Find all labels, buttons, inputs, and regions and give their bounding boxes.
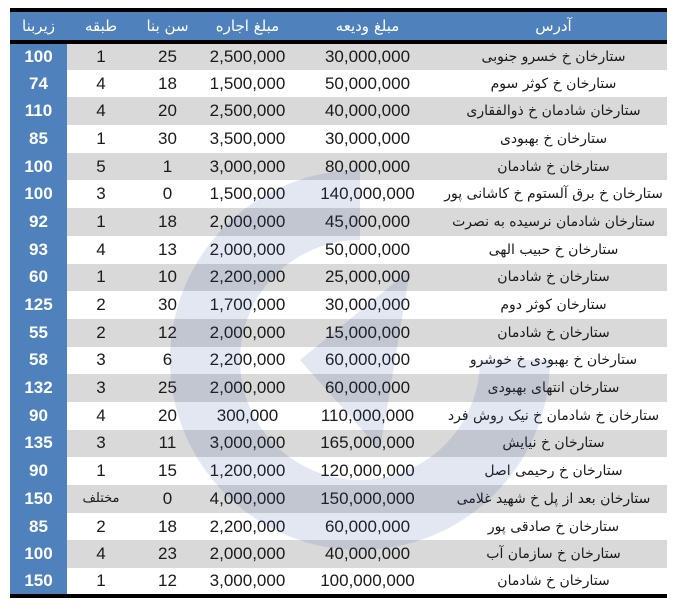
cell-rent: 3,500,000 (200, 125, 295, 153)
cell-rent: 2,000,000 (200, 319, 295, 347)
cell-age: 20 (135, 97, 200, 125)
cell-floor: 4 (67, 70, 135, 98)
cell-address: ستارخان خ بهبودی (440, 125, 667, 153)
table-row (10, 97, 667, 125)
header-address: آدرس (440, 10, 667, 42)
cell-area: 100 (10, 42, 67, 70)
cell-age: 18 (135, 513, 200, 541)
table-row (10, 153, 667, 181)
cell-deposit: 45,000,000 (295, 208, 440, 236)
cell-rent: 2,200,000 (200, 264, 295, 292)
table-row (10, 70, 667, 98)
cell-address: ستارخان خ حبیب الهی (440, 236, 667, 264)
cell-area: 132 (10, 374, 67, 402)
cell-area: 93 (10, 236, 67, 264)
cell-floor: 2 (67, 291, 135, 319)
cell-area: 100 (10, 540, 67, 568)
cell-address: ستارخان انتهای بهبودی (440, 374, 667, 402)
cell-area: 60 (10, 264, 67, 292)
cell-rent: 1,700,000 (200, 291, 295, 319)
cell-rent: 2,200,000 (200, 513, 295, 541)
table-row (10, 208, 667, 236)
cell-deposit: 50,000,000 (295, 236, 440, 264)
table-row (10, 402, 667, 430)
table-row (10, 457, 667, 485)
cell-age: 20 (135, 402, 200, 430)
cell-area: 85 (10, 125, 67, 153)
cell-address: ستارخان خ شادمان (440, 264, 667, 292)
cell-floor: 1 (67, 457, 135, 485)
cell-rent: 2,000,000 (200, 208, 295, 236)
table-header-row (10, 10, 667, 42)
cell-area: 150 (10, 485, 67, 513)
cell-deposit: 50,000,000 (295, 70, 440, 98)
cell-rent: 2,000,000 (200, 540, 295, 568)
cell-age: 12 (135, 568, 200, 596)
cell-rent: 3,000,000 (200, 430, 295, 458)
table-row (10, 319, 667, 347)
cell-deposit: 30,000,000 (295, 42, 440, 70)
cell-deposit: 40,000,000 (295, 97, 440, 125)
cell-age: 25 (135, 42, 200, 70)
table-row (10, 374, 667, 402)
cell-deposit: 140,000,000 (295, 180, 440, 208)
cell-age: 11 (135, 430, 200, 458)
cell-area: 150 (10, 568, 67, 596)
cell-address: ستارخان خ شادمان (440, 319, 667, 347)
cell-address: ستارخان خ کوثر سوم (440, 70, 667, 98)
table-row (10, 347, 667, 375)
table-row (10, 180, 667, 208)
cell-area: 92 (10, 208, 67, 236)
cell-floor: 4 (67, 402, 135, 430)
cell-age: 1 (135, 153, 200, 181)
cell-floor: 1 (67, 208, 135, 236)
cell-deposit: 60,000,000 (295, 513, 440, 541)
header-deposit: مبلغ ودیعه (295, 10, 440, 42)
cell-deposit: 150,000,000 (295, 485, 440, 513)
cell-rent: 3,000,000 (200, 568, 295, 596)
cell-address: ستارخان خ شادمان (440, 568, 667, 596)
cell-age: 25 (135, 374, 200, 402)
cell-deposit: 30,000,000 (295, 291, 440, 319)
cell-rent: 2,500,000 (200, 42, 295, 70)
cell-address: ستارخان کوثر دوم (440, 291, 667, 319)
cell-deposit: 40,000,000 (295, 540, 440, 568)
cell-age: 30 (135, 125, 200, 153)
cell-address: ستارخان خ خسرو جنوبی (440, 42, 667, 70)
cell-deposit: 15,000,000 (295, 319, 440, 347)
cell-floor: 3 (67, 347, 135, 375)
cell-age: 10 (135, 264, 200, 292)
cell-address: ستارخان شادمان خ ذوالفقاری (440, 97, 667, 125)
cell-rent: 2,200,000 (200, 347, 295, 375)
rental-listings-table (10, 8, 667, 598)
cell-deposit: 165,000,000 (295, 430, 440, 458)
cell-area: 135 (10, 430, 67, 458)
table-row (10, 485, 667, 513)
cell-age: 15 (135, 457, 200, 485)
table-row (10, 291, 667, 319)
cell-rent: 1,500,000 (200, 180, 295, 208)
cell-deposit: 25,000,000 (295, 264, 440, 292)
cell-address: ستارخان شادمان نرسیده به نصرت (440, 208, 667, 236)
cell-area: 85 (10, 513, 67, 541)
cell-area: 90 (10, 402, 67, 430)
cell-floor: 5 (67, 153, 135, 181)
cell-area: 55 (10, 319, 67, 347)
cell-age: 0 (135, 485, 200, 513)
cell-area: 125 (10, 291, 67, 319)
cell-rent: 2,000,000 (200, 236, 295, 264)
cell-rent: 3,000,000 (200, 153, 295, 181)
cell-floor: 1 (67, 125, 135, 153)
table-row (10, 42, 667, 70)
table-row (10, 430, 667, 458)
cell-floor: 1 (67, 42, 135, 70)
cell-age: 6 (135, 347, 200, 375)
cell-deposit: 100,000,000 (295, 568, 440, 596)
cell-age: 18 (135, 208, 200, 236)
cell-rent: 2,500,000 (200, 97, 295, 125)
cell-floor: 2 (67, 513, 135, 541)
cell-age: 18 (135, 70, 200, 98)
cell-area: 110 (10, 97, 67, 125)
cell-address: ستارخان خ نیایش (440, 430, 667, 458)
cell-age: 13 (135, 236, 200, 264)
cell-rent: 300,000 (200, 402, 295, 430)
cell-address: ستارخان خ سازمان آب (440, 540, 667, 568)
cell-area: 100 (10, 153, 67, 181)
cell-age: 12 (135, 319, 200, 347)
cell-address: ستارخان خ رحیمی اصل (440, 457, 667, 485)
cell-floor: 3 (67, 180, 135, 208)
table-row (10, 236, 667, 264)
table-row (10, 540, 667, 568)
cell-deposit: 110,000,000 (295, 402, 440, 430)
cell-rent: 1,500,000 (200, 70, 295, 98)
cell-area: 74 (10, 70, 67, 98)
cell-floor: 4 (67, 236, 135, 264)
cell-floor: مختلف (67, 485, 135, 513)
cell-area: 58 (10, 347, 67, 375)
cell-floor: 2 (67, 319, 135, 347)
cell-floor: 1 (67, 568, 135, 596)
table-row (10, 264, 667, 292)
cell-address: ستارخان خ شادمان خ نیک روش فرد (440, 402, 667, 430)
cell-address: ستارخان بعد از پل خ شهید غلامی (440, 485, 667, 513)
cell-floor: 4 (67, 540, 135, 568)
table-row (10, 568, 667, 596)
cell-deposit: 30,000,000 (295, 125, 440, 153)
cell-rent: 2,000,000 (200, 374, 295, 402)
cell-deposit: 60,000,000 (295, 347, 440, 375)
cell-deposit: 120,000,000 (295, 457, 440, 485)
cell-address: ستارخان خ بهبودی خ خوشرو (440, 347, 667, 375)
cell-age: 0 (135, 180, 200, 208)
cell-age: 30 (135, 291, 200, 319)
header-age: سن بنا (135, 10, 200, 42)
cell-deposit: 80,000,000 (295, 153, 440, 181)
cell-rent: 4,000,000 (200, 485, 295, 513)
cell-address: ستارخان خ شادمان (440, 153, 667, 181)
cell-address: ستارخان خ برق آلستوم خ کاشانی پور (440, 180, 667, 208)
cell-address: ستارخان خ صادقی پور (440, 513, 667, 541)
header-rent: مبلغ اجاره (200, 10, 295, 42)
cell-age: 23 (135, 540, 200, 568)
cell-area: 90 (10, 457, 67, 485)
cell-area: 100 (10, 180, 67, 208)
cell-floor: 3 (67, 430, 135, 458)
cell-floor: 4 (67, 97, 135, 125)
cell-floor: 3 (67, 374, 135, 402)
table-row (10, 513, 667, 541)
header-area: زیربنا (10, 10, 67, 42)
cell-floor: 1 (67, 264, 135, 292)
cell-deposit: 60,000,000 (295, 374, 440, 402)
cell-rent: 1,200,000 (200, 457, 295, 485)
table-row (10, 125, 667, 153)
header-floor: طبقه (67, 10, 135, 42)
